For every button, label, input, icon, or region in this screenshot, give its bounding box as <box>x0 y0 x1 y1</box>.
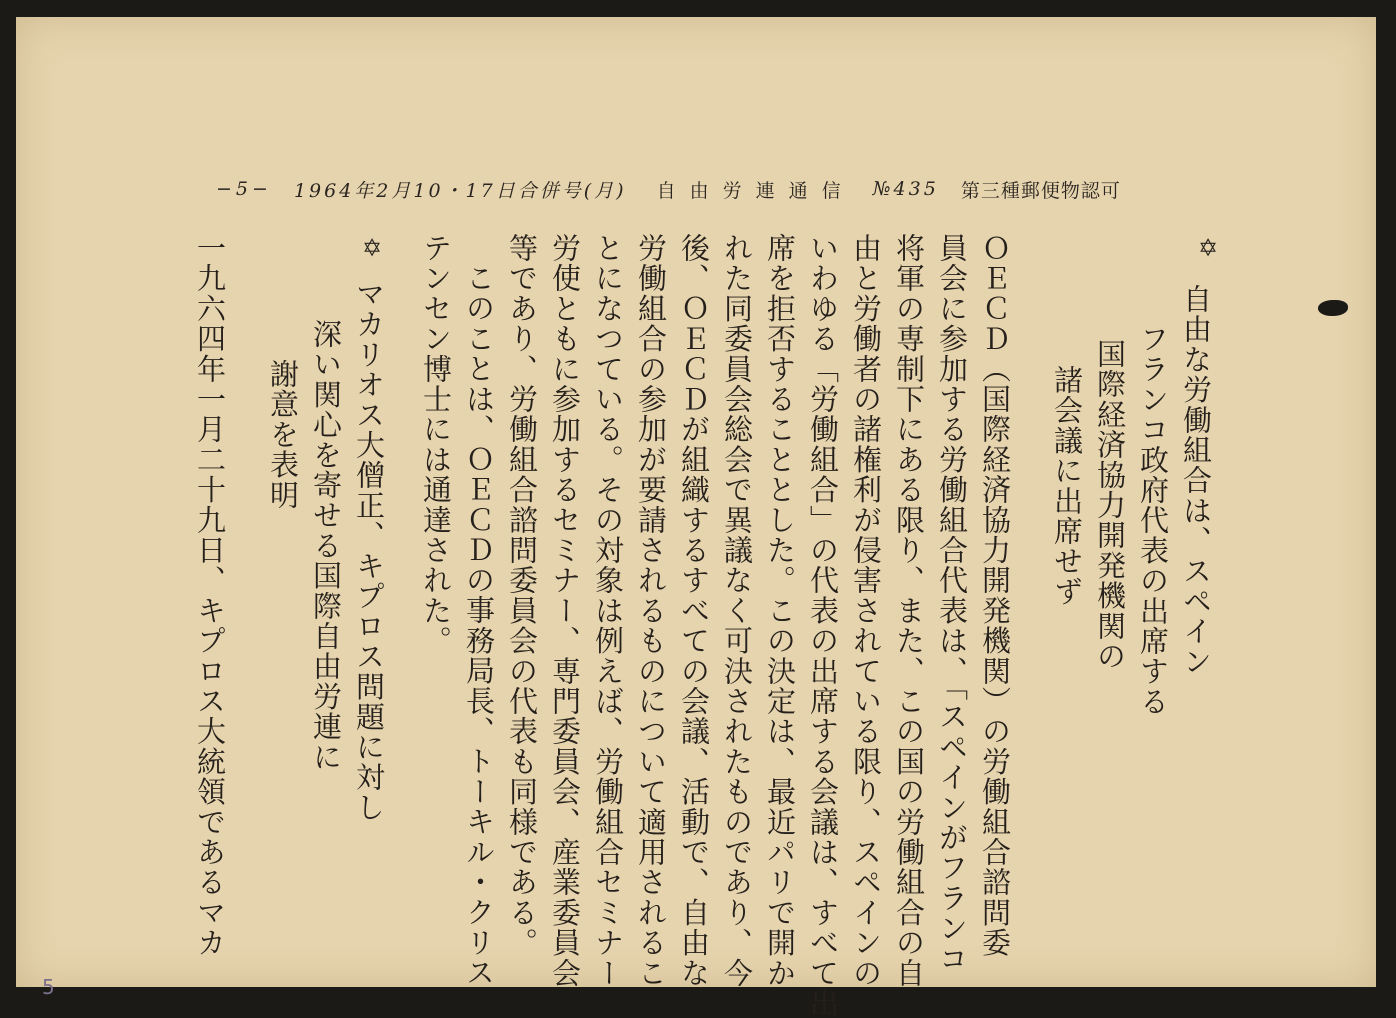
body-line: 員会に参加する労働組合代表は、「スペインがフランコ <box>935 233 969 974</box>
body-line: 後、ＯＥＣＤが組織するすべての会議、活動で、自由な <box>677 233 711 988</box>
body-line: 席を拒否することとした。この決定は、最近パリで開か <box>763 233 797 988</box>
page-number: −5− <box>216 178 272 200</box>
headline-line: フランコ政府代表の出席する <box>1136 324 1170 717</box>
body-line: いわゆる「労働組合」の代表の出席する会議は、すべて出 <box>806 233 840 1018</box>
headline-line: 諸会議に出席せず <box>1050 365 1084 607</box>
body-line: 一九六四年一月二十九日、キプロス大統領であるマカ <box>193 233 227 958</box>
body-line: 由と労働者の諸権利が侵害されている限り、スペインの <box>849 233 883 988</box>
headline-line: 自由な労働組合は、スペイン <box>1179 284 1213 677</box>
mail-permit-note: 第三種郵便物認可 <box>960 179 1121 202</box>
body-line: このことは、ＯＥＣＤの事務局長、トーキル・クリス <box>462 263 496 988</box>
headline-line: マカリオス大僧正、キプロス問題に対し <box>352 279 386 823</box>
ink-blot <box>1318 300 1348 316</box>
body-line: れた同委員会総会で異議なく可決されたものであり、今 <box>720 233 754 988</box>
star-of-david-icon: ✡ <box>361 234 383 262</box>
headline-line: 深い関心を寄せる国際自由労連に <box>309 319 343 772</box>
body-line: 労使ともに参加するセミナー、専門委員会、産業委員会 <box>548 233 582 988</box>
page-header <box>216 175 1246 203</box>
star-of-david-icon: ✡ <box>1197 234 1219 262</box>
headline-line: 国際経済協力開発機関の <box>1093 339 1127 672</box>
document-page <box>16 17 1376 1018</box>
body-line: 等であり、労働組合諮問委員会の代表も同様である。 <box>505 233 539 958</box>
headline-line: 謝意を表明 <box>266 359 300 510</box>
pencil-mark: 5 <box>42 975 55 999</box>
issue-date: 1964年2月10・17日合併号(月) <box>293 179 627 202</box>
issue-number: №435 <box>872 178 939 200</box>
body-line: 労働組合の参加が要請されるものについて適用されるこ <box>634 233 668 988</box>
body-line: 将軍の専制下にある限り、また、この国の労働組合の自 <box>892 233 926 988</box>
body-line: テンセン博士には通達された。 <box>419 233 453 656</box>
body-line: とになつている。その対象は例えば、労働組合セミナー <box>591 233 625 988</box>
body-line: ＯＥＣＤ（国際経済協力開発機関）の労働組合諮問委 <box>978 233 1012 958</box>
publication-title: 自由労連通信 <box>656 179 855 202</box>
